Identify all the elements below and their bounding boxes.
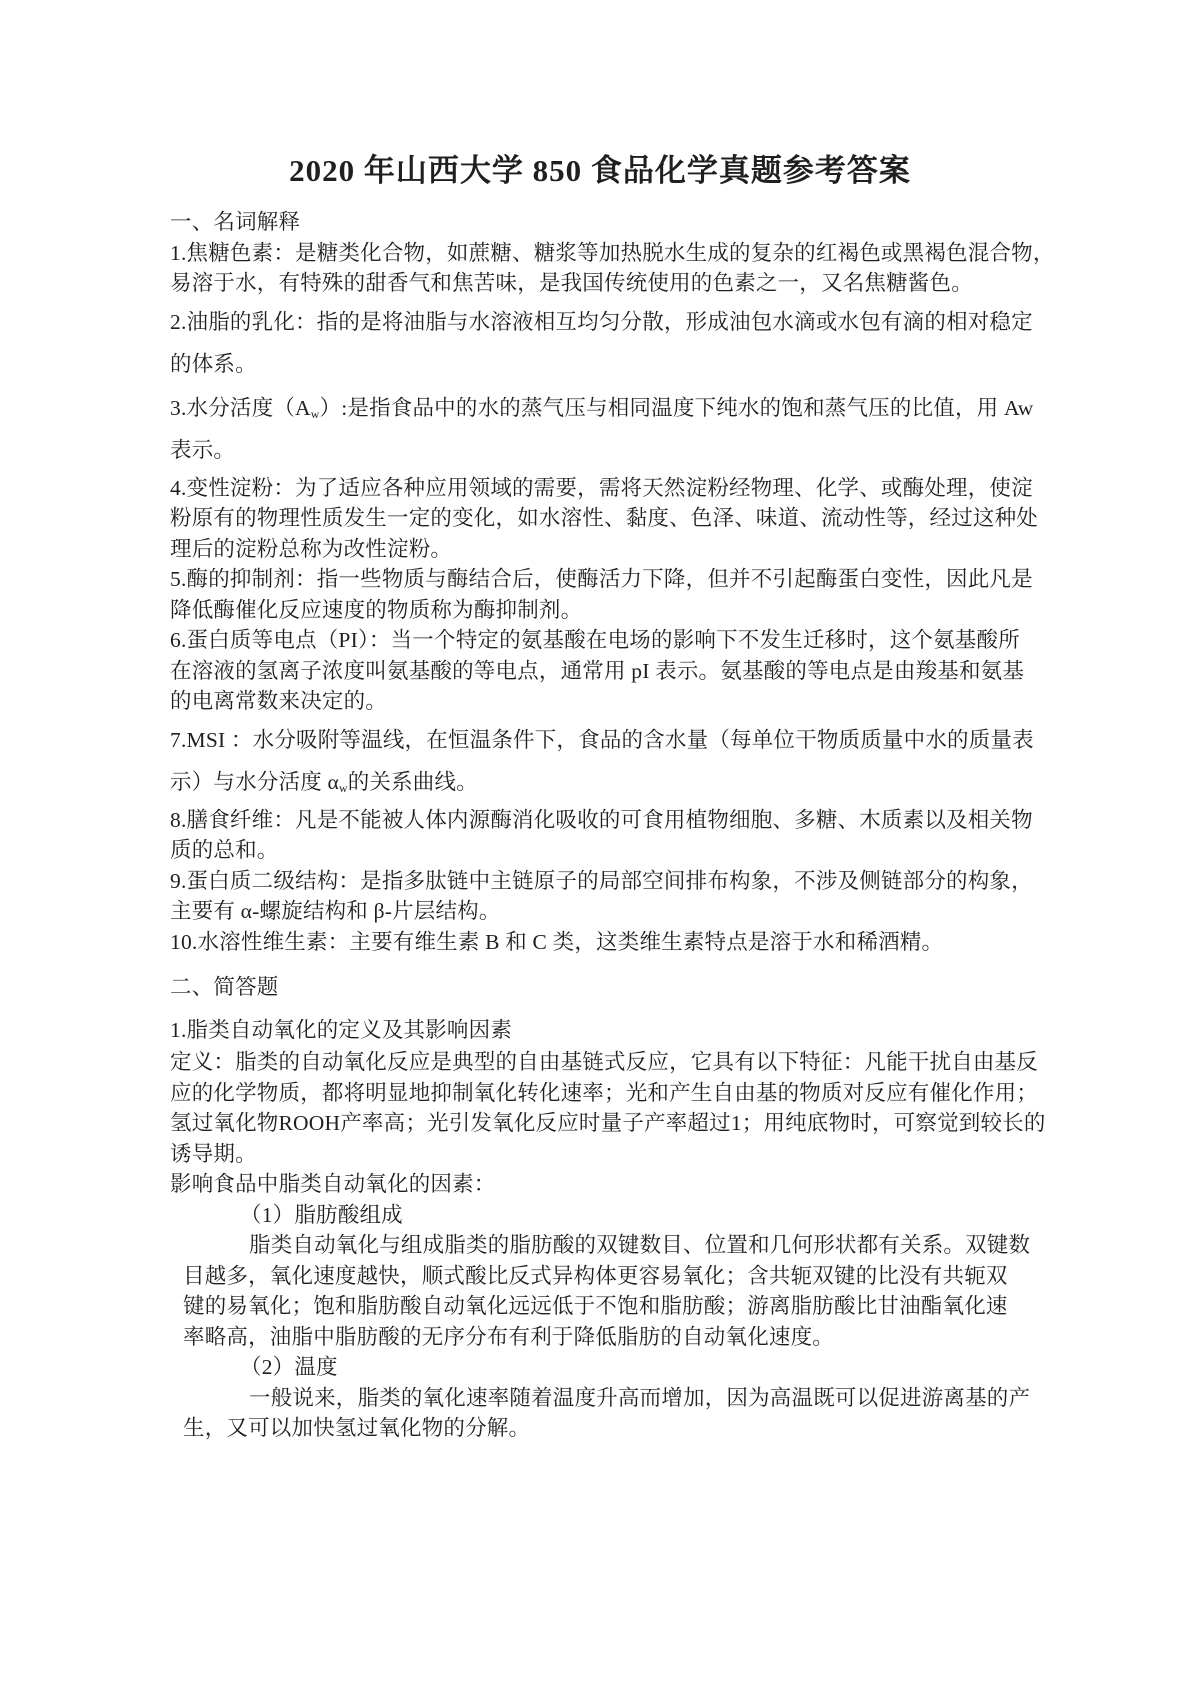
section-1-heading: [170, 207, 1030, 238]
text-line: 5.酶的抑制剂：指一些物质与酶结合后，使酶活力下降，但并不引起酶蛋白变性，因此凡是: [170, 567, 1033, 591]
term-2-fat-emulsification: [170, 301, 1033, 385]
text-line: 9.蛋白质二级结构：是指多肽链中主链原子的局部空间排布构象，不涉及侧链部分的构象，: [170, 868, 1033, 893]
text-line: 降低酶催化反应速度的物质称为酶抑制剂。: [170, 597, 583, 622]
text-line: 8.膳食纤维：凡是不能被人体内源酶消化吸收的可食用植物细胞、多糖、木质素以及相关物: [170, 807, 1033, 832]
text-line: 目越多，氧化速度越快，顺式酸比反式异构体更容易氧化；含共轭双键的比没有共轭双: [183, 1263, 1008, 1288]
document-title: 2020 年山西大学 850 食品化学真题参考答案: [289, 153, 911, 188]
term-7-msi: [170, 719, 1034, 803]
text-line: 键的易氧化；饱和脂肪酸自动氧化远远低于不饱和脂肪酸；游离脂肪酸比甘油酯氧化速: [183, 1294, 1008, 1318]
text-line: （1）脂肪酸组成: [240, 1202, 403, 1227]
text-line: 理后的淀粉总称为改性淀粉。: [170, 536, 453, 561]
text-line: 表示。: [170, 437, 236, 462]
text-line: 1.脂类自动氧化的定义及其影响因素: [170, 1017, 513, 1042]
term-8-dietary-fiber: [170, 805, 1033, 866]
text-line: 应的化学物质，都将明显地抑制氧化转化速率；光和产生自由基的物质对反应有催化作用；: [170, 1080, 1039, 1105]
text-line: 的电离常数来决定的。: [170, 689, 388, 713]
text-line: 10.水溶性维生素：主要有维生素 B 和 C 类，这类维生素特点是溶于水和稀酒精。: [170, 929, 944, 954]
text-line: 诱导期。: [170, 1141, 257, 1166]
answer-1-definition: [170, 1047, 1046, 1169]
text-line: 一、名词解释: [170, 210, 301, 234]
text-line: 氢过氧化物ROOH产率高；光引发氧化反应时量子产率超过1；用纯底物时，可察觉到较长的: [170, 1111, 1046, 1135]
text-line: 一般说来，脂类的氧化速率随着温度升高而增加，因为高温既可以促进游离基的产: [249, 1385, 1031, 1410]
text-line: 主要有 α-螺旋结构和 β-片层结构。: [170, 899, 501, 923]
term-1-caramel-pigment: [170, 238, 1055, 299]
text-line: 易溶于水，有特殊的甜香气和焦苦味，是我国传统使用的色素之一，又名焦糖酱色。: [170, 271, 973, 295]
text-line: 6.蛋白质等电点（PI）：当一个特定的氨基酸在电场的影响下不发生迁移时，这个氨基酸所: [170, 628, 1020, 652]
term-5-enzyme-inhibitor: [170, 564, 1033, 625]
text-line: 4.变性淀粉：为了适应各种应用领域的需要，需将天然淀粉经物理、化学、或酶处理，使淀: [170, 475, 1033, 500]
factor-2-heading: [170, 1352, 1030, 1383]
text-line: 粉原有的物理性质发生一定的变化，如水溶性、黏度、色泽、味道、流动性等，经过这种处: [170, 506, 1039, 530]
text-line: 影响食品中脂类自动氧化的因素：: [170, 1172, 496, 1196]
text-line: 的体系。: [170, 351, 257, 376]
text-line: 1.焦糖色素：是糖类化合物，如蔗糖、糖浆等加热脱水生成的复杂的红褐色或黑褐色混合物，: [170, 240, 1055, 265]
text-line: 2.油脂的乳化：指的是将油脂与水溶液相互均匀分散，形成油包水滴或水包有滴的相对稳定: [170, 309, 1033, 334]
text-line: 质的总和。: [170, 838, 279, 862]
question-1: [170, 1015, 1030, 1046]
factor-1-heading: [170, 1200, 1030, 1231]
term-10-water-soluble-vitamins: [170, 927, 1030, 958]
text-line: 示）与水分活度 $\alpha_w$的关系曲线。: [170, 769, 478, 795]
term-4-modified-starch: [170, 473, 1039, 565]
document-content: [170, 207, 1055, 1444]
term-9-protein-secondary-structure: [170, 866, 1033, 927]
text-line: 在溶液的氢离子浓度叫氨基酸的等电点，通常用 pI 表示。氨基酸的等电点是由羧基和氨基: [170, 658, 1025, 683]
factor-2-body: [170, 1383, 1030, 1444]
text-line: 定义：脂类的自动氧化反应是典型的自由基链式反应，它具有以下特征：凡能干扰自由基反: [170, 1050, 1039, 1074]
term-6-protein-isoelectric-point: [170, 625, 1030, 717]
term-3-water-activity: [170, 387, 1034, 471]
text-line: 7.MSI ：水分吸附等温线，在恒温条件下，食品的含水量（每单位干物质质量中水的质量表: [170, 727, 1034, 752]
text-line: （2）温度: [240, 1355, 338, 1379]
text-line: 二、简答题: [170, 975, 279, 999]
text-line: 生，又可以加快氢过氧化物的分解。: [183, 1416, 531, 1440]
answer-1-factors-intro: [170, 1169, 1030, 1200]
text-line: 脂类自动氧化与组成脂类的脂肪酸的双键数目、位置和几何形状都有关系。双键数: [249, 1233, 1031, 1257]
section-2-heading: [170, 972, 1030, 1003]
text-line: 率略高，油脂中脂肪酸的无序分布有利于降低脂肪的自动氧化速度。: [183, 1324, 835, 1349]
text-line: 3.水分活度$(A_w)$:是指食品中的水的蒸气压与相同温度下纯水的饱和蒸气压的比值，用 Aw: [170, 395, 1034, 421]
factor-1-body: [170, 1230, 1030, 1352]
